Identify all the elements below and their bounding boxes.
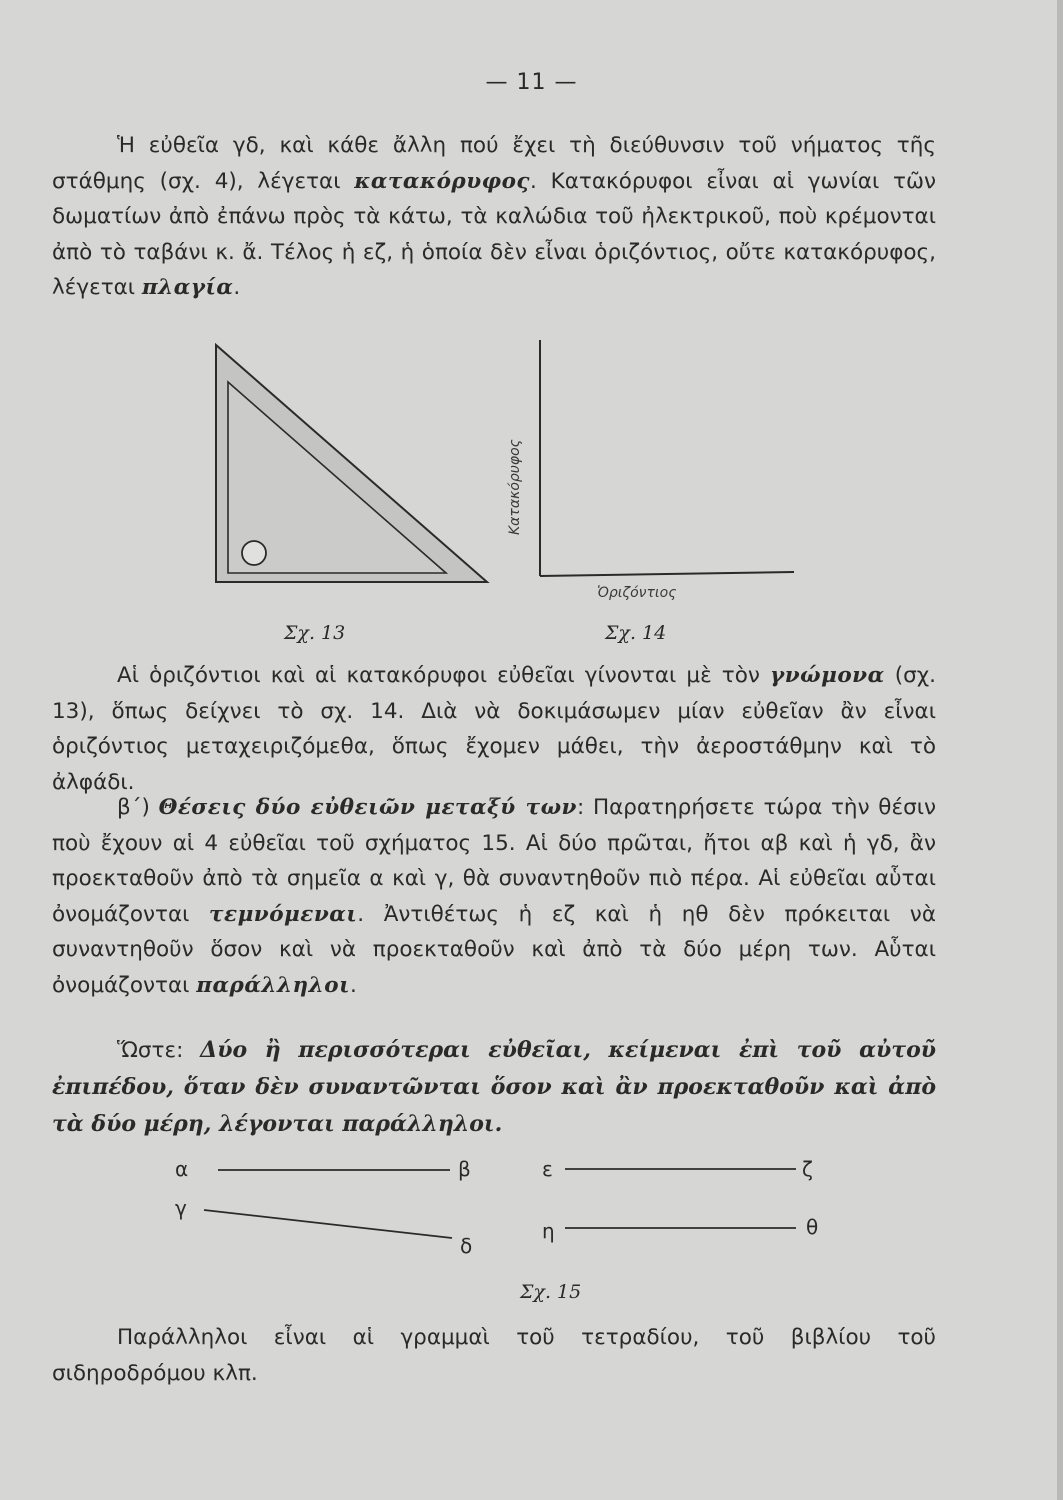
vertical-line-label: Κατακόρυφος bbox=[507, 439, 523, 535]
label-alpha: α bbox=[175, 1157, 189, 1181]
label-epsilon: ε bbox=[542, 1157, 553, 1181]
label-delta: δ bbox=[460, 1234, 473, 1258]
label-beta: β bbox=[458, 1157, 471, 1181]
horizontal-line bbox=[540, 572, 794, 576]
caption-fig13: Σχ. 13 bbox=[284, 622, 346, 644]
definition-lead: Ὥστε: bbox=[117, 1038, 201, 1063]
label-gamma: γ bbox=[175, 1196, 187, 1220]
caption-fig14: Σχ. 14 bbox=[605, 622, 667, 644]
paragraph-line-positions bbox=[52, 790, 936, 1003]
set-square-hole bbox=[242, 541, 266, 565]
para2-text-a: Αἱ ὁριζόντιοι καὶ αἱ κατακόρυφοι εὐθεῖαι γίνονται μὲ τὸν bbox=[117, 663, 770, 688]
definition-text: Δύο ἢ περισσότεραι εὐθεῖαι, κείμεναι ἐπὶ τοῦ αὐτοῦ ἐπιπέδου, ὅταν δὲν συναντῶνται ὅσον καὶ ἂν προεκταθοῦν καὶ ἀπὸ τὰ δύο μέρη, λέγονται παράλληλοι. bbox=[52, 1037, 937, 1137]
label-eta: η bbox=[542, 1219, 555, 1243]
para3-text-a: : Παρατηρήσετε τώρα τὴν θέσιν ποὺ ἔχουν αἱ 4 εὐθεῖαι τοῦ σχήματος 15. Αἱ δύο πρῶται, ἤτοι αβ καὶ ἡ γδ, ἂν προεκταθοῦν ἀπὸ τὰ σημεῖα α καὶ γ, θὰ συναντηθοῦν πιὸ πέρα. Αἱ εὐθεῖαι αὗται ὀνομάζονται bbox=[52, 795, 936, 927]
caption-fig15: Σχ. 15 bbox=[520, 1281, 582, 1303]
horizontal-line-label: Ὁριζόντιος bbox=[597, 585, 677, 601]
term-oblique: πλαγία bbox=[141, 275, 234, 300]
label-zeta: ζ bbox=[802, 1157, 813, 1181]
set-square-figure bbox=[216, 345, 487, 582]
parallel-definition bbox=[52, 1032, 936, 1143]
para4-text: Παράλληλοι εἶναι αἱ γραμμαὶ τοῦ τετραδίου, τοῦ βιβλίου τοῦ σιδηροδρόμου κλπ. bbox=[52, 1325, 936, 1386]
para2-text-b: (σχ. 13), ὅπως δείχνει τὸ σχ. 14. Διὰ νὰ δοκιμάσωμεν μίαν εὐθεῖαν ἂν εἶναι ὁριζόντιος μεταχειριζόμεθα, ὅπως ἔχομεν μάθει, τὴν ἀεροστάθμην καὶ τὸ ἀλφάδι. bbox=[52, 663, 936, 795]
paragraph-set-square bbox=[52, 658, 936, 800]
line-gd bbox=[204, 1210, 452, 1238]
para1-text-c: . bbox=[233, 275, 241, 300]
term-parallel: παράλληλοι bbox=[196, 972, 350, 998]
line-positions-figure bbox=[175, 1157, 818, 1258]
term-vertical: κατακόρυφος bbox=[354, 168, 531, 194]
page-number: — 11 — bbox=[485, 70, 578, 95]
label-theta: θ bbox=[806, 1215, 819, 1239]
para3-text-b: . Ἀντιθέτως ἡ εζ καὶ ἡ ηθ δὲν πρόκειται νὰ συναντηθοῦν ὅσον καὶ νὰ προεκταθοῦν καὶ ἀπὸ τὰ δύο μέρη των. Αὗται ὀνομάζονται bbox=[52, 901, 936, 998]
para3-prefix: β΄) bbox=[117, 795, 159, 820]
vertical-horizontal-figure bbox=[507, 340, 794, 601]
term-set-square: γνώμονα bbox=[770, 663, 885, 688]
section-heading: Θέσεις δύο εὐθειῶν μεταξύ των bbox=[158, 795, 577, 820]
term-intersecting: τεμνόμεναι bbox=[209, 901, 358, 927]
paragraph-examples bbox=[52, 1320, 936, 1391]
para3-text-c: . bbox=[350, 972, 357, 998]
para1-text-b: . Κατακόρυφοι εἶναι αἱ γωνίαι τῶν δωματίων ἀπὸ ἐπάνω πρὸς τὰ κάτω, τὰ καλώδια τοῦ ἠλεκτρικοῦ, ποὺ κρέμονται ἀπὸ τὸ ταβάνι κ. ἄ. Τέλος ἡ εζ, ἡ ὁποία δὲν εἶναι ὁριζόντιος, οὔτε κατακόρυφος, λέγεται bbox=[52, 168, 936, 300]
para1-text-a: Ἡ εὐθεῖα γδ, καὶ κάθε ἄλλη πού ἔχει τὴ διεύθυνσιν τοῦ νήματος τῆς στάθμης (σχ. 4), λέγεται bbox=[52, 133, 936, 194]
